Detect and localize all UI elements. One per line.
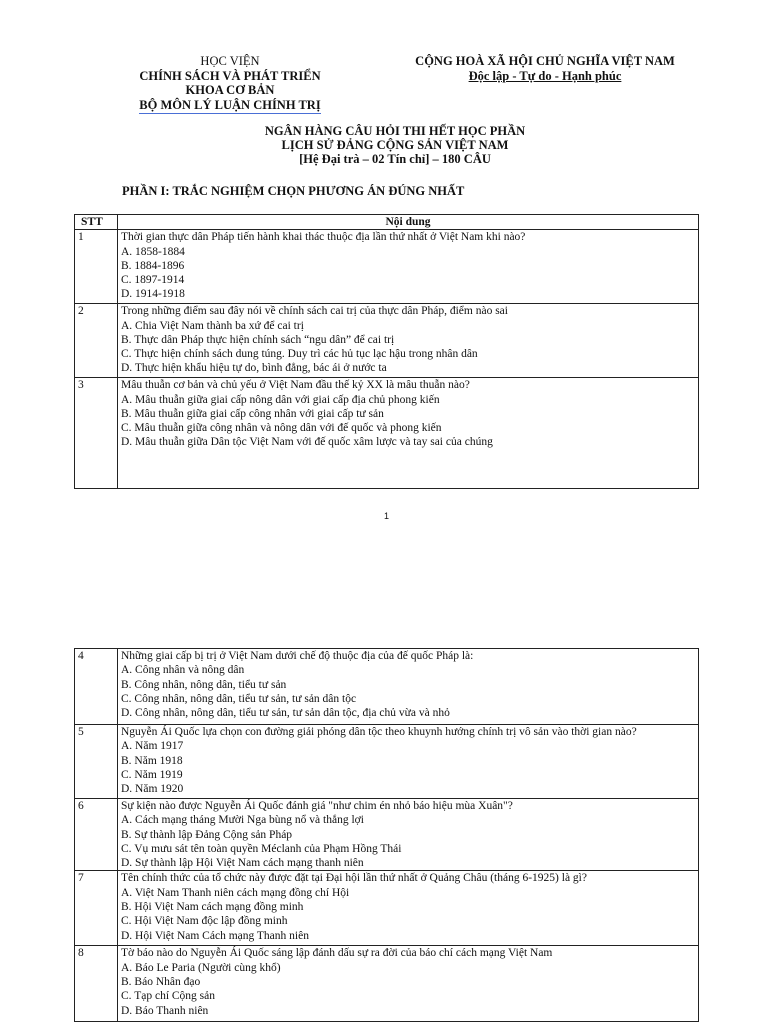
answer-option: D. Công nhân, nông dân, tiểu tư sản, tư sản dân tộc, địa chủ vừa và nhỏ bbox=[121, 707, 450, 720]
answer-option: C. Thực hiện chính sách dung túng. Duy trì các hủ tục lạc hậu trong nhân dân bbox=[121, 348, 478, 361]
answer-option: C. Công nhân, nông dân, tiểu tư sản, tư sản dân tộc bbox=[121, 692, 357, 705]
document-title bbox=[180, 124, 610, 166]
question-content bbox=[118, 946, 699, 1022]
answer-option: D. Báo Thanh niên bbox=[121, 1004, 209, 1017]
question-row bbox=[75, 230, 699, 304]
answer-option: C. Vụ mưu sát tên toàn quyền Méclanh của Phạm Hồng Thái bbox=[121, 842, 402, 855]
question-text: Tờ báo nào do Nguyễn Ái Quốc sáng lập đánh dấu sự ra đời của báo chí cách mạng Việt Nam bbox=[121, 947, 553, 960]
question-content bbox=[118, 725, 699, 799]
question-text: Nguyễn Ái Quốc lựa chọn con đường giải phóng dân tộc theo khuynh hướng chính trị vô sản vào thời gian nào? bbox=[121, 726, 637, 738]
answer-option: B. Báo Nhân đạo bbox=[121, 976, 201, 989]
question-number: 8 bbox=[75, 946, 118, 1022]
question-number: 7 bbox=[75, 871, 118, 946]
answer-option: D. Thực hiện khẩu hiệu tự do, bình đẳng, bác ái ở nước ta bbox=[121, 362, 387, 375]
page-number: 1 bbox=[384, 511, 390, 521]
stt-header: STT bbox=[75, 215, 118, 230]
answer-option: C. Tạp chí Cộng sản bbox=[121, 990, 216, 1003]
question-number: 5 bbox=[75, 725, 118, 799]
answer-option: B. Sự thành lập Đảng Cộng sản Pháp bbox=[121, 828, 293, 841]
answer-option: D. Hội Việt Nam Cách mạng Thanh niên bbox=[121, 929, 309, 942]
question-content bbox=[118, 871, 699, 946]
answer-option: B. 1884-1896 bbox=[121, 259, 185, 272]
question-text: Tên chính thức của tổ chức này được đặt tại Đại hội lần thứ nhất ở Quảng Châu (tháng 6-1925) là gì? bbox=[121, 872, 587, 885]
answer-option: D. Sự thành lập Hội Việt Nam cách mạng thanh niên bbox=[121, 857, 364, 870]
question-text: Sự kiện nào được Nguyễn Ái Quốc đánh giá "như chim én nhỏ báo hiệu mùa Xuân"? bbox=[121, 800, 513, 812]
table-header-row bbox=[75, 215, 699, 230]
question-content bbox=[118, 649, 699, 725]
question-number: 1 bbox=[75, 230, 118, 304]
department-name: BỘ MÔN LÝ LUẬN CHÍNH TRỊ bbox=[139, 98, 320, 115]
content-header: Nội dung bbox=[118, 215, 699, 230]
answer-option: C. Hội Việt Nam độc lập đồng minh bbox=[121, 915, 288, 928]
answer-option: C. Năm 1919 bbox=[121, 768, 183, 781]
answer-option: A. Báo Le Paria (Người cùng khổ) bbox=[121, 961, 281, 974]
country-name: CỘNG HOÀ XÃ HỘI CHỦ NGHĨA VIỆT NAM bbox=[415, 54, 675, 68]
question-number: 3 bbox=[75, 378, 118, 489]
question-row bbox=[75, 725, 699, 799]
question-row bbox=[75, 871, 699, 946]
question-number: 2 bbox=[75, 304, 118, 378]
answer-option: A. Năm 1917 bbox=[121, 740, 184, 753]
question-content bbox=[118, 378, 699, 489]
national-motto: Độc lập - Tự do - Hạnh phúc bbox=[468, 68, 622, 83]
answer-option: B. Năm 1918 bbox=[121, 754, 183, 767]
question-table-page-1 bbox=[74, 214, 699, 489]
header-right bbox=[400, 54, 690, 83]
question-text: Mâu thuẫn cơ bản và chủ yếu ở Việt Nam đầu thế kỷ XX là mâu thuẫn nào? bbox=[121, 379, 470, 392]
answer-option: A. Mâu thuẫn giữa giai cấp nông dân với giai cấp địa chủ phong kiến bbox=[121, 393, 440, 406]
question-row bbox=[75, 304, 699, 378]
answer-option: B. Mâu thuẫn giữa giai cấp công nhân với giai cấp tư sản bbox=[121, 407, 384, 420]
answer-option: C. Mâu thuẫn giữa công nhân và nông dân với đế quốc và phong kiến bbox=[121, 422, 442, 435]
answer-option: A. 1858-1884 bbox=[121, 245, 185, 258]
answer-option: A. Chia Việt Nam thành ba xứ để cai trị bbox=[121, 319, 304, 332]
question-content bbox=[118, 230, 699, 304]
question-content bbox=[118, 304, 699, 378]
question-row bbox=[75, 649, 699, 725]
answer-option: D. Mâu thuẫn giữa Dân tộc Việt Nam với đế quốc xâm lược và tay sai của chúng bbox=[121, 436, 493, 449]
question-text: Những giai cấp bị trị ở Việt Nam dưới chế độ thuộc địa của đế quốc Pháp là: bbox=[121, 650, 474, 662]
question-text: Trong những điểm sau đây nói về chính sách cai trị của thực dân Pháp, điểm nào sai bbox=[121, 305, 508, 318]
question-row bbox=[75, 799, 699, 871]
title-line-2: LỊCH SỬ ĐẢNG CỘNG SẢN VIỆT NAM bbox=[281, 138, 509, 152]
section-heading: PHẦN I: TRẮC NGHIỆM CHỌN PHƯƠNG ÁN ĐÚNG NHẤT bbox=[122, 184, 465, 198]
answer-option: A. Công nhân và nông dân bbox=[121, 664, 245, 677]
answer-option: C. 1897-1914 bbox=[121, 274, 185, 287]
title-line-1: NGÂN HÀNG CÂU HỎI THI HẾT HỌC PHẦN bbox=[264, 124, 526, 138]
answer-option: B. Hội Việt Nam cách mạng đồng minh bbox=[121, 901, 304, 914]
question-row bbox=[75, 378, 699, 489]
faculty-name: KHOA CƠ BẢN bbox=[185, 83, 275, 97]
institute-subname: CHÍNH SÁCH VÀ PHÁT TRIỂN bbox=[139, 68, 321, 83]
question-row bbox=[75, 946, 699, 1022]
answer-option: B. Công nhân, nông dân, tiểu tư sản bbox=[121, 678, 287, 691]
question-content bbox=[118, 799, 699, 871]
question-number: 6 bbox=[75, 799, 118, 871]
answer-option: A. Việt Nam Thanh niên cách mạng đồng chí Hội bbox=[121, 886, 350, 899]
answer-option: D. Năm 1920 bbox=[121, 783, 184, 796]
header-left bbox=[130, 54, 330, 114]
answer-option: B. Thực dân Pháp thực hiện chính sách “ngu dân” để cai trị bbox=[121, 333, 395, 346]
title-line-3: [Hệ Đại trà – 02 Tín chỉ] – 180 CÂU bbox=[299, 152, 491, 166]
question-number: 4 bbox=[75, 649, 118, 725]
answer-option: A. Cách mạng tháng Mười Nga bùng nổ và thắng lợi bbox=[121, 814, 364, 827]
question-table-page-2 bbox=[74, 648, 699, 1022]
answer-option: D. 1914-1918 bbox=[121, 288, 185, 301]
institute-name: HỌC VIỆN bbox=[200, 54, 260, 68]
question-text: Thời gian thực dân Pháp tiến hành khai thác thuộc địa lần thứ nhất ở Việt Nam khi nào? bbox=[121, 231, 526, 244]
